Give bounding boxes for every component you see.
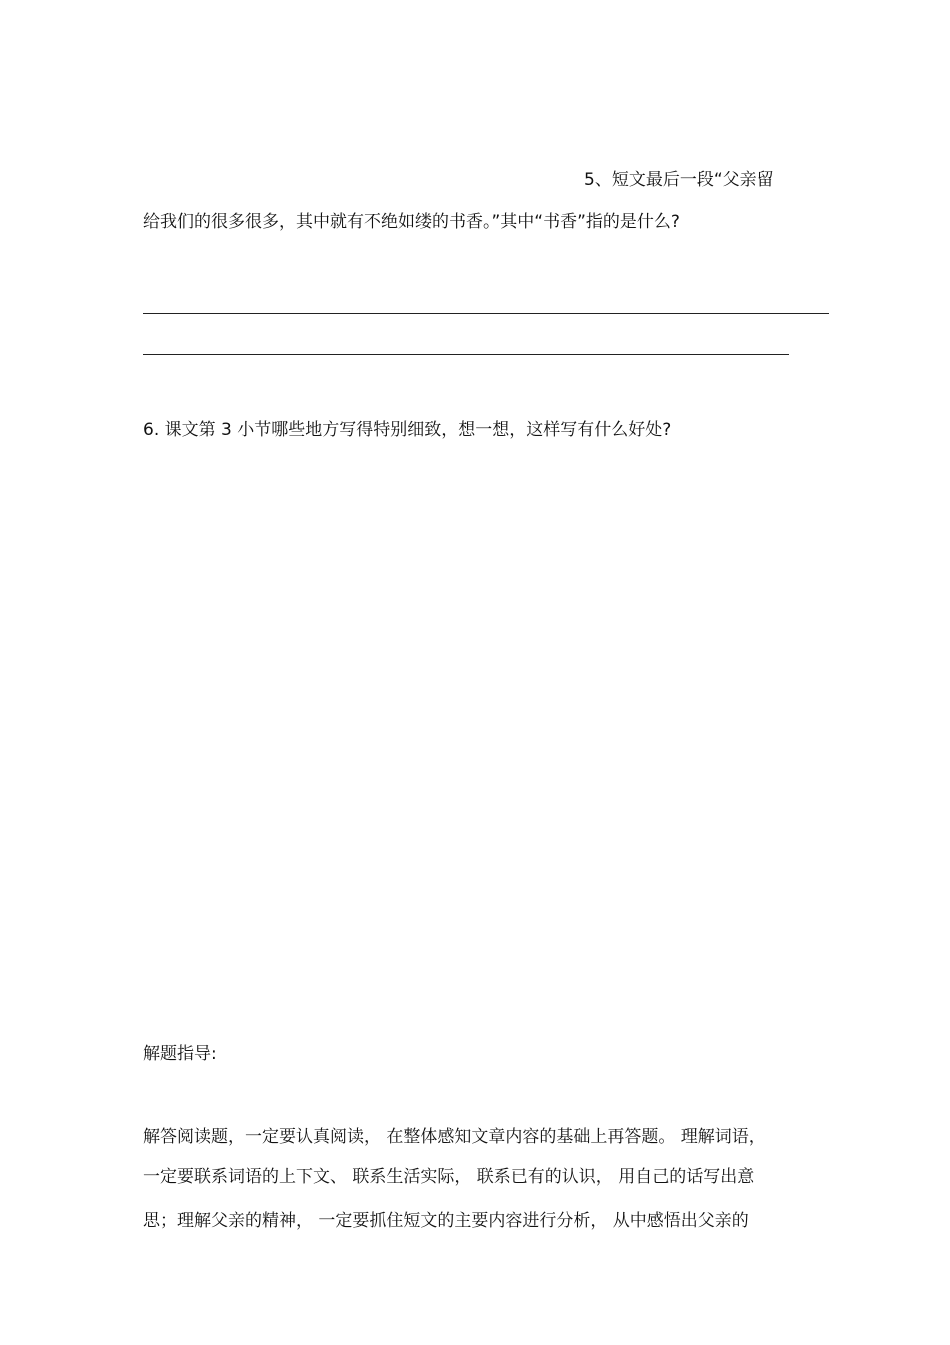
guidance-line-2: 一定要联系词语的上下文、 联系生活实际， 联系已有的认识， 用自己的话写出意	[143, 1167, 755, 1187]
guidance-line-1: 解答阅读题，一定要认真阅读， 在整体感知文章内容的基础上再答题。 理解词语，	[143, 1127, 766, 1147]
question-5-line-1: 5、短文最后一段“父亲留	[584, 170, 774, 190]
guidance-line-3: 思；理解父亲的精神， 一定要抓住短文的主要内容进行分析， 从中感悟出父亲的	[143, 1211, 749, 1231]
answer-line-1[interactable]	[143, 313, 829, 314]
question-5-line-2: 给我们的很多很多，其中就有不绝如缕的书香。”其中“书香”指的是什么?	[143, 212, 680, 232]
answer-line-2[interactable]	[143, 354, 789, 355]
question-6: 6. 课文第 3 小节哪些地方写得特别细致，想一想，这样写有什么好处?	[143, 420, 672, 440]
guidance-heading: 解题指导:	[143, 1044, 217, 1064]
